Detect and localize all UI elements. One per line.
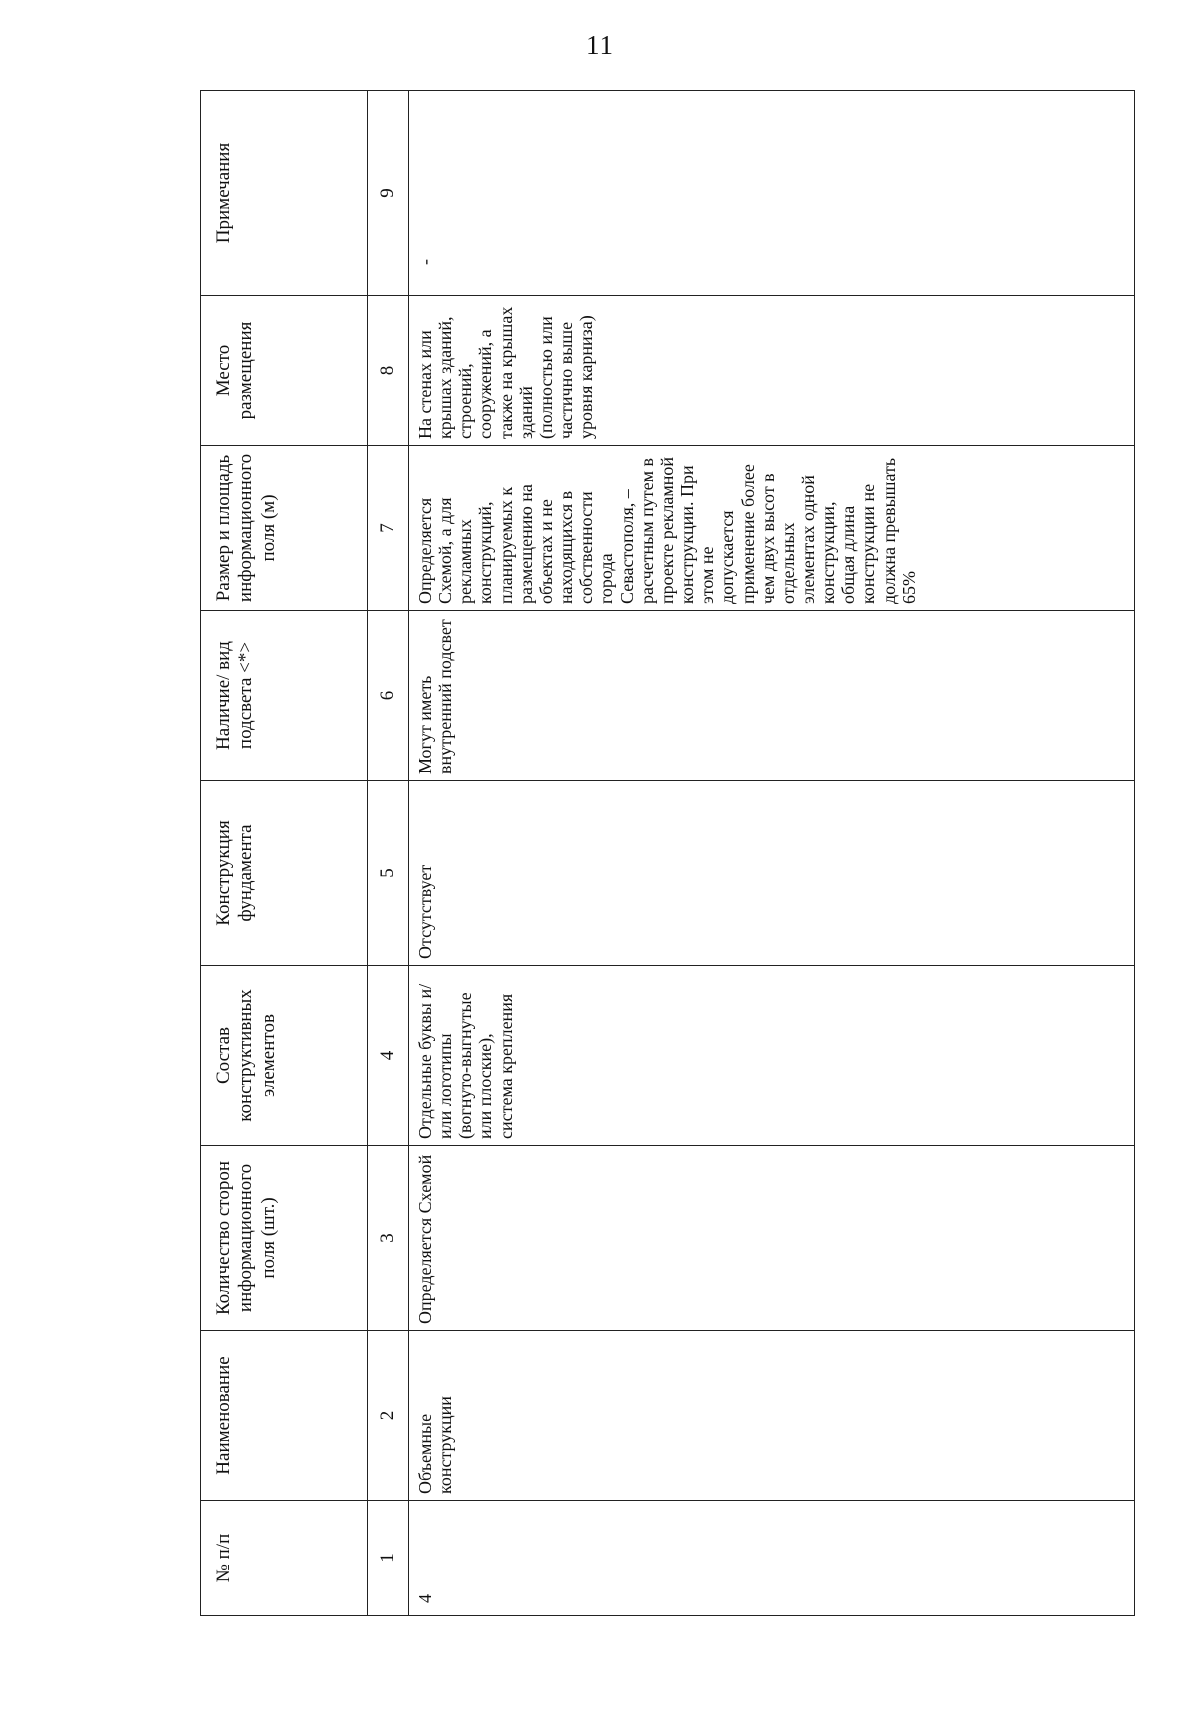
- cell-name: Объемные конструкции: [409, 1331, 1135, 1501]
- header-cell-elements: Состав конструктивных элементов: [201, 966, 368, 1146]
- column-number: 2: [368, 1331, 409, 1501]
- column-number-row: [368, 91, 409, 1616]
- column-number: 5: [368, 781, 409, 966]
- column-number: 8: [368, 296, 409, 446]
- header-cell-foundation: Конструкция фундамента: [201, 781, 368, 966]
- column-number: 7: [368, 446, 409, 611]
- header-cell-sides: Количество сторон информационного поля (шт.): [201, 1146, 368, 1331]
- table-row: [409, 91, 1135, 1616]
- header-cell-lighting: Наличие/ вид подсвета <*>: [201, 611, 368, 781]
- header-cell-name: Наименование: [201, 1331, 368, 1501]
- header-cell-size: Размер и площадь информационного поля (м): [201, 446, 368, 611]
- header-row: [201, 91, 368, 1616]
- cell-no: 4: [409, 1501, 1135, 1616]
- column-number: 9: [368, 91, 409, 296]
- header-cell-notes: Примечания: [201, 91, 368, 296]
- column-number: 3: [368, 1146, 409, 1331]
- column-number: 4: [368, 966, 409, 1146]
- advertising-structures-table: [200, 90, 1135, 1616]
- header-cell-no: № п/п: [201, 1501, 368, 1616]
- page-number: 11: [586, 30, 614, 60]
- cell-placement: На стенах или крышах зданий, строений, сооружений, а также на крышах зданий (полностью или частично выше уровня карниза): [409, 296, 1135, 446]
- column-number: 6: [368, 611, 409, 781]
- rotated-table-container: [200, 91, 1135, 1616]
- cell-foundation: Отсутствует: [409, 781, 1135, 966]
- column-number: 1: [368, 1501, 409, 1616]
- cell-notes: -: [409, 91, 1135, 296]
- cell-size: Определяется Схемой, а для рекламных конструкций, планируемых к размещению на объектах и не находящихся в собственности города Севастополя, – расчетным путем в проекте рекламной конструкции. При этом не допускается применение более чем двух высот в отдельных элементах одной конструкции, общая длина конструкции не должна превышать 65%: [409, 446, 1135, 611]
- cell-sides: Определяется Схемой: [409, 1146, 1135, 1331]
- header-cell-placement: Место размещения: [201, 296, 368, 446]
- cell-lighting: Могут иметь внутренний подсвет: [409, 611, 1135, 781]
- cell-elements: Отдельные буквы и/или логотипы (вогнуто-выгнутые или плоские), система крепления: [409, 966, 1135, 1146]
